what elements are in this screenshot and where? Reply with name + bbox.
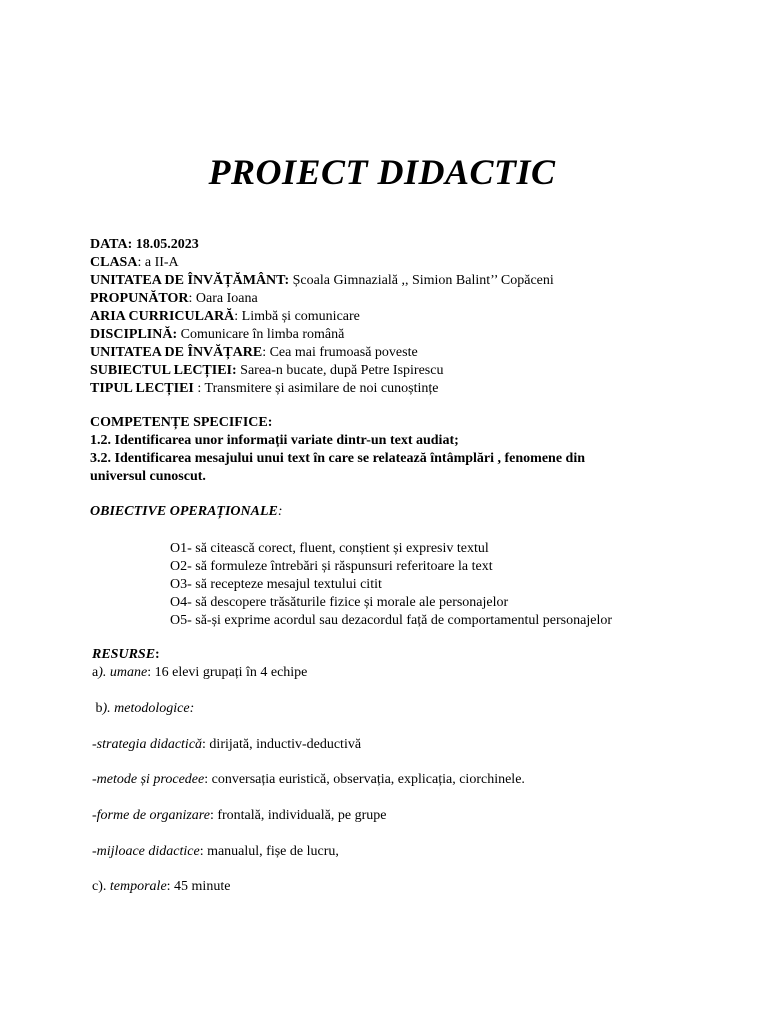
field-unitatea-invatare: UNITATEA DE ÎNVĂȚARE: Cea mai frumoasă poveste [90, 345, 418, 360]
header-fields [90, 236, 554, 398]
competente-heading: COMPETENȚE SPECIFICE: [90, 415, 273, 430]
obiectiv-item: O3- să recepteze mesajul textului citit [170, 577, 382, 592]
competenta-item: 1.2. Identificarea unor informații variate dintr-un text audiat; [90, 433, 459, 448]
obiectiv-item: O4- să descopere trăsăturile fizice și morale ale personajelor [170, 595, 509, 610]
field-subiectul-lectiei: SUBIECTUL LECȚIEI: Sarea-n bucate, după Petre Ispirescu [90, 363, 444, 378]
field-clasa: CLASA: a II-A [90, 255, 179, 270]
field-unitatea-invatamant: UNITATEA DE ÎNVĂȚĂMÂNT: Școala Gimnazială ,, Simion Balint’’ Copăceni [90, 273, 554, 288]
obiectiv-item: O1- să citească corect, fluent, conștient și expresiv textul [170, 541, 489, 556]
resurse-heading: RESURSE: [92, 647, 160, 662]
obiective-heading: OBIECTIVE OPERAȚIONALE: [90, 504, 283, 519]
competente-section [90, 414, 585, 486]
resurse-metode: -metode și procedee: conversația euristică, observația, explicația, ciorchinele. [92, 772, 525, 787]
document-title: PROIECT DIDACTIC [208, 152, 556, 192]
competenta-item: universul cunoscut. [90, 469, 206, 484]
obiective-list [170, 540, 612, 630]
field-data: DATA: 18.05.2023 [90, 237, 199, 252]
resurse-temporale: c). temporale: 45 minute [92, 879, 231, 894]
obiectiv-item: O2- să formuleze întrebări și răspunsuri referitoare la text [170, 559, 493, 574]
field-propunator: PROPUNĂTOR: Oara Ioana [90, 291, 258, 306]
resurse-forme: -forme de organizare: frontală, individuală, pe grupe [92, 808, 387, 823]
resurse-umane: a). umane: 16 elevi grupați în 4 echipe [92, 665, 308, 680]
field-aria-curriculara: ARIA CURRICULARĂ: Limbă și comunicare [90, 309, 360, 324]
field-disciplina: DISCIPLINĂ: Comunicare în limba română [90, 327, 345, 342]
obiectiv-item: O5- să-și exprime acordul sau dezacordul față de comportamentul personajelor [170, 613, 612, 628]
competenta-item: 3.2. Identificarea mesajului unui text în care se relatează întâmplări , fenomene din [90, 451, 586, 466]
resurse-metodologice: b). metodologice: [92, 701, 195, 716]
field-tipul-lectiei: TIPUL LECȚIEI : Transmitere și asimilare de noi cunoștințe [90, 381, 439, 396]
resurse-mijloace: -mijloace didactice: manualul, fișe de lucru, [92, 844, 339, 859]
resurse-strategia: -strategia didactică: dirijată, inductiv-deductivă [92, 737, 362, 752]
